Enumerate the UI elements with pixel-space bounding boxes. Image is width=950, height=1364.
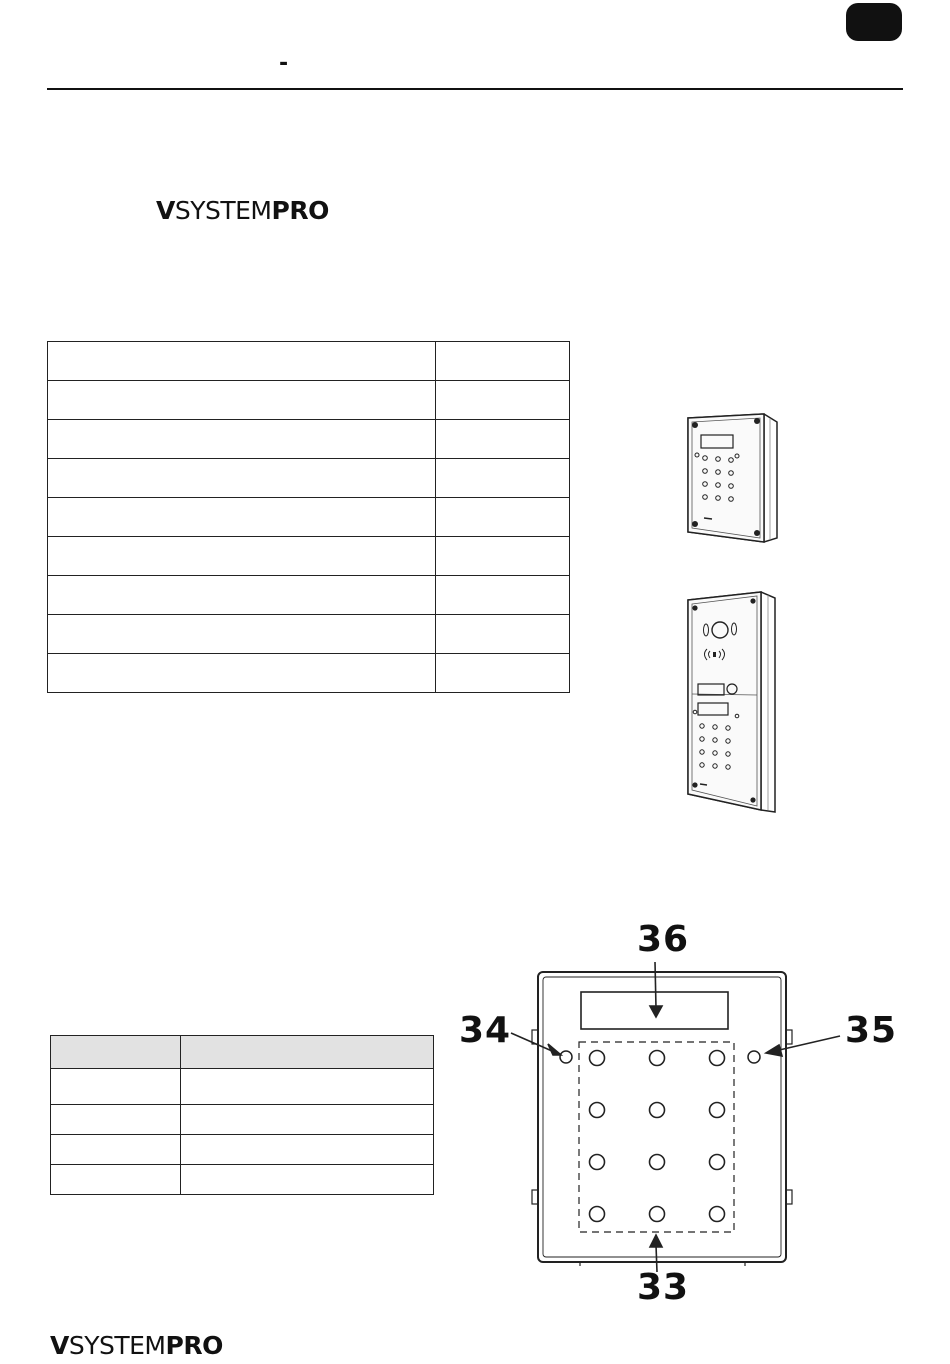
footer-vsystempro-logo [50,1333,223,1358]
footer-logo-v: V [50,1331,69,1360]
callout-36: 36 [637,919,690,960]
title-dash: - [279,51,289,76]
logo-v: V [156,196,175,225]
left-led [560,1051,572,1063]
logo-system: SYSTEM [174,196,272,225]
callout-33: 33 [637,1267,690,1308]
logo-pro: PRO [271,196,329,225]
keypad-buttons [590,1051,725,1222]
callout-35: 35 [845,1010,898,1051]
callout-34: 34 [459,1010,512,1051]
footer-logo-system: SYSTEM [68,1331,166,1360]
right-led [748,1051,760,1063]
footer-logo-pro: PRO [165,1331,223,1360]
